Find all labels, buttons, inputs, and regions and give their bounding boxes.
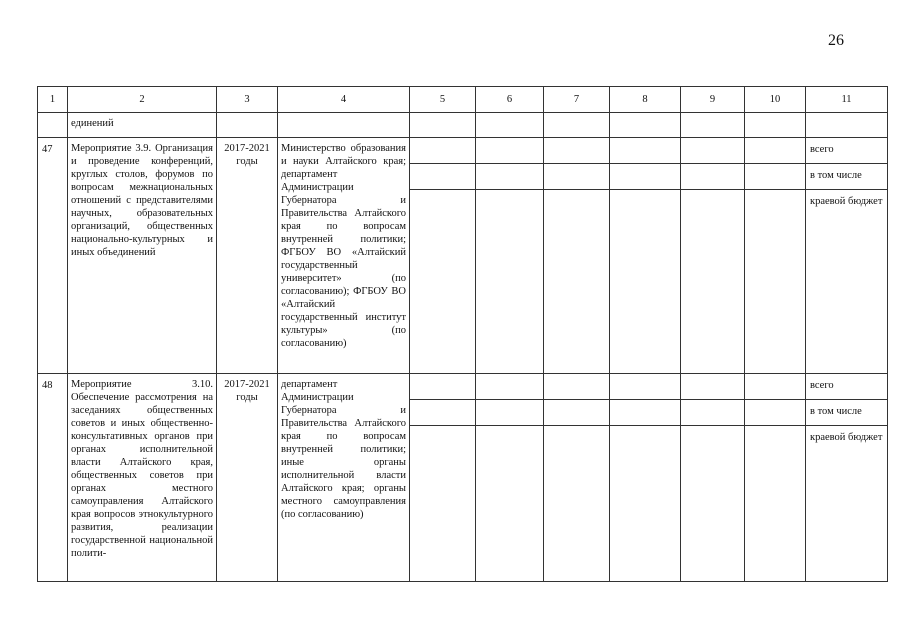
row-number: 48 <box>42 380 53 391</box>
executors: Министерство образования и науки Алтайского края; департамент Администрации Губернатора и Правительства Алтайского края по вопросам внутренней политики; ФГБОУ ВО «Алтайский государственный университет» (по согласованию); ФГБОУ ВО «Алтайский государственный институт культуры» (по согласованию) <box>281 143 406 349</box>
header-cell: 6 <box>476 87 544 113</box>
header-cell: 9 <box>681 87 745 113</box>
funding-total: всего <box>810 380 834 391</box>
header-cell: 7 <box>544 87 610 113</box>
period: 2017-2021 годы <box>224 143 270 167</box>
header-cell: 2 <box>68 87 217 113</box>
measure-name: Мероприятие 3.9. Организация и проведение конференций, круглых столов, форумов по вопросам межнациональных отношений с представителями научных, образовательных организаций, общественных национально-культурных и иных объединений <box>71 143 213 258</box>
funding-total: всего <box>810 144 834 155</box>
header-row <box>38 87 888 113</box>
funding-regional: краевой бюджет <box>810 432 883 443</box>
continuation-row <box>38 113 888 138</box>
header-cell: 1 <box>38 87 68 113</box>
header-cell: 3 <box>217 87 278 113</box>
row-number: 47 <box>42 144 53 155</box>
period: 2017-2021 годы <box>224 379 270 403</box>
header-cell: 5 <box>410 87 476 113</box>
table-row <box>38 374 888 400</box>
header-cell: 4 <box>278 87 410 113</box>
table-row <box>38 138 888 164</box>
page-number: 26 <box>828 32 844 49</box>
header-cell: 10 <box>745 87 806 113</box>
funding-including: в том числе <box>810 170 862 181</box>
measure-name: Мероприятие 3.10. Обеспечение рассмотрения на заседаниях общественных советов и иных общественно-консультативных органов при органах исполнительной власти Алтайского края, общественных советов при органах местного самоуправления Алтайского края вопросов этнокультурного развития, реализации государственной национальной полити- <box>71 379 213 559</box>
executors: департамент Администрации Губернатора и Правительства Алтайского края по вопросам внутренней политики; иные органы исполнительной власти Алтайского края; органы местного самоуправления (по согласованию) <box>281 379 406 520</box>
continuation-name: единений <box>71 118 114 129</box>
funding-including: в том числе <box>810 406 862 417</box>
header-cell: 8 <box>610 87 681 113</box>
program-table <box>37 86 888 582</box>
header-cell: 11 <box>806 87 888 113</box>
funding-regional: краевой бюджет <box>810 196 883 207</box>
